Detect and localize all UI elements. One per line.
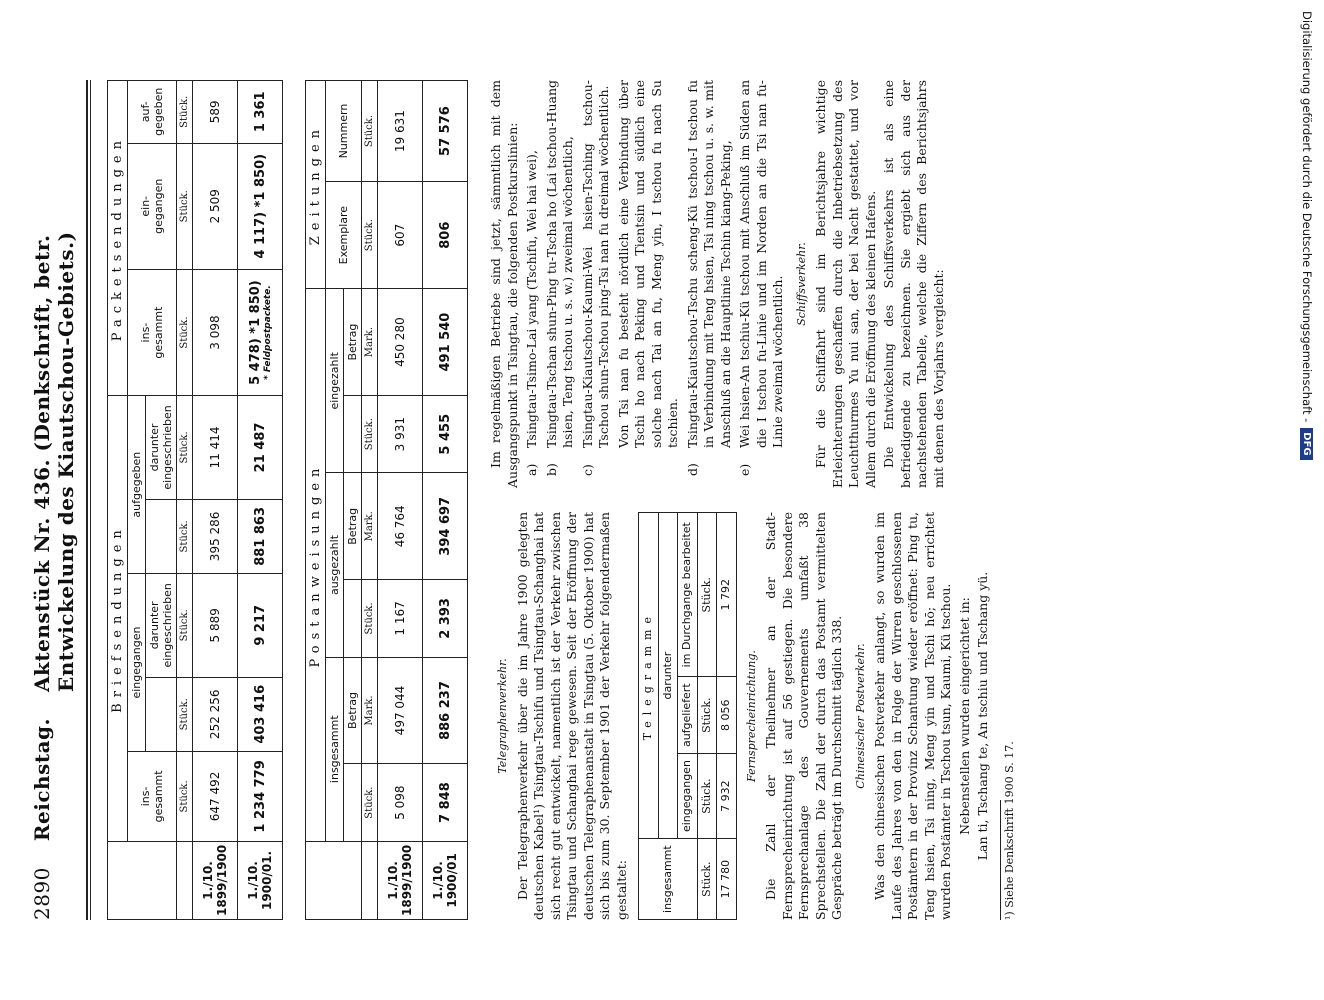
- cell-value: 403 416: [238, 677, 283, 751]
- list-item: [524, 80, 541, 476]
- cell-value: 7 932: [717, 753, 737, 838]
- group-postanweisungen: Postanweisungen: [306, 289, 326, 842]
- col-pk-auf: auf- gegeben: [128, 81, 177, 144]
- row-label: 1./10. 1900/01: [423, 841, 468, 919]
- unit-cell: Stück.: [177, 81, 193, 144]
- unit-cell: Stück.: [177, 751, 193, 841]
- col-nummern: Nummern: [326, 81, 362, 182]
- table-corner: [306, 841, 362, 919]
- unit-cell: Stück.: [177, 143, 193, 269]
- tele-title: Telegramme: [639, 513, 659, 839]
- cell-value: 5 098: [378, 764, 423, 841]
- cell-value: 19 631: [378, 81, 423, 182]
- cell-value: 252 256: [193, 677, 238, 751]
- text-columns: [488, 80, 1017, 920]
- cell-value: 4 117) *1 850): [238, 143, 283, 269]
- cell-value: 11 414: [193, 396, 238, 499]
- cell-value: 2 509: [193, 143, 238, 269]
- section-heading-telegraph: Telegraphenverkehr.: [496, 658, 509, 774]
- paragraph-shipping-1: Für die Schiffahrt sind im Berichtsjahre wichtige Erleichterungen geschaffen durch die Inbetriebsetzung des Leuchtthurmes Yu nui san, der bei Nacht gestattet, und vor Allem durch die Eröffnung des kleinen Hafens.: [813, 80, 878, 488]
- paragraph-branch-places: Lan ti, Tschang te, An tschiu und Tschang yü.: [975, 571, 991, 861]
- col-count: [344, 580, 362, 657]
- header-right-title: Aktenstück Nr. 436. (Denkschrift, betr. Entwickelung des Kiautschou-Gebiets.): [30, 231, 78, 693]
- col-betrag: Betrag: [344, 473, 362, 580]
- cell-value: 9 217: [238, 574, 283, 677]
- cell-value: 17 780: [717, 839, 737, 920]
- list-item: [544, 80, 577, 476]
- unit-cell: Stück.: [362, 81, 378, 182]
- col-ein-total: [146, 677, 177, 751]
- credit-text: Digitalisierung gefördert durch die Deutsche Forschungsgemeinschaft -: [1300, 11, 1314, 423]
- col-exemplare: Exemplare: [326, 182, 362, 289]
- list-item: [737, 80, 787, 476]
- list-item: [685, 80, 735, 476]
- cell-value: 806: [423, 182, 468, 289]
- paragraph-chinese-post: Was den chinesischen Postverkehr anlangt, so wurden im Laufe des Jahres von den in Folge der Wirren geschlossenen Postämtern in der Provinz Schantung wieder eröffnet: Ping tu, Teng hsien, Tsi ning, Meng yin und Tschi hō; neu errichtet wurden Postämter in Tschou tsun, Kaumi, Kü tschou.: [872, 512, 954, 920]
- col-ein-darunter: darunter eingeschrieben: [146, 574, 177, 677]
- row-label: 1./10. 1900/01.: [238, 841, 283, 919]
- list-key: d): [684, 463, 700, 476]
- header-left-title: Reichstag.: [30, 718, 54, 842]
- cell-value: 5 455: [423, 395, 468, 472]
- cell-value: 57 576: [423, 81, 468, 182]
- cell-value: 886 237: [423, 657, 468, 764]
- unit-cell: Mark.: [362, 473, 378, 580]
- table-row: [193, 81, 238, 920]
- row-label: 1./10. 1899/1900: [378, 841, 423, 919]
- page-number: 2890: [30, 867, 54, 920]
- unit-cell: Stück.: [177, 269, 193, 395]
- cell-value: 647 492: [193, 751, 238, 841]
- text-column-left: [488, 512, 1017, 920]
- list-text: Tsingtau-Tschan shun-Ping tu-Tscha ho (Lai tschou-Huang hsien, Teng tschou u. s. w.) zweimal wöchentlich,: [543, 80, 575, 448]
- cell-value: 8 056: [717, 677, 737, 753]
- cell-value: 1 167: [378, 580, 423, 657]
- cell-value: 46 764: [378, 473, 423, 580]
- list-key: a): [524, 463, 539, 476]
- unit-cell: Stück.: [697, 839, 717, 920]
- header-rule: [86, 80, 91, 920]
- group-zeitungen: Zeitungen: [306, 81, 326, 289]
- feldpost-footnote: * Feldpostpackete.: [262, 285, 273, 380]
- cell-value: 394 697: [423, 473, 468, 580]
- sub-ausgezahlt: ausgezahlt: [326, 473, 344, 657]
- paragraph-branches: Nebenstellen wurden eingerichtet in:: [956, 597, 972, 835]
- cell-value: 450 280: [378, 289, 423, 396]
- list-key: [616, 454, 682, 476]
- cell-value: 21 487: [238, 396, 283, 499]
- cell-value: 5 889: [193, 574, 238, 677]
- tele-col-ausgeliefert: aufgeliefert: [678, 677, 698, 753]
- tele-col-durchgang: im Durchgange bearbeitet: [678, 513, 698, 677]
- list-text: Wei hsien-An tschiu-Kü tschou mit Anschluß im Süden an die I tschou fu-Linie und im Norden an die Tsi nan fu-Linie zweimal wöchentlich.: [737, 80, 785, 448]
- dfg-logo: DFG: [1301, 428, 1314, 459]
- cell-value: 1 792: [717, 513, 737, 677]
- cell-value: 1 361: [238, 81, 283, 144]
- col-insgesamt: ins- gesammt: [128, 751, 177, 841]
- col-count: [344, 395, 362, 472]
- unit-blank: [177, 841, 193, 919]
- paragraph-shipping-2: Die Entwickelung des Schiffsverkehrs ist als eine befriedigende zu bezeichnen. Sie ergiebt sich aus der nachstehenden Tabelle, welche die Ziffern des Berichtsjahrs mit denen des Vorjahrs vergleicht:: [881, 80, 946, 488]
- list-text: Von Tsi nan fu besteht nördlich eine Verbindung über Tschi ho nach Peking und Tientsin und südlich eine solche nach Tai an fu, Meng yin, I tschou fu nach Su tschien.: [615, 80, 680, 448]
- unit-cell: Stück.: [362, 182, 378, 289]
- col-betrag: Betrag: [344, 289, 362, 396]
- cell-value: 3 931: [378, 395, 423, 472]
- unit-cell: Stück.: [362, 580, 378, 657]
- list-key: e): [737, 463, 752, 476]
- list-text: Tsingtau-Tsimo-Lai yang (Tschifu, Wei hai wei),: [524, 150, 539, 448]
- paragraph-post-lines-intro: Im regelmäßigen Betriebe sind jetzt, sämmtlich mit dem Ausgangspunkt in Tsingtau, die folgenden Postkurslinien:: [488, 80, 520, 488]
- list-text: Tsingtau-Kiautschou-Kaumi-Wei hsien-Tsching tschou-Tschou shun-Tschou ping-Tsi nan fu dreimal wöchentlich.: [579, 80, 611, 448]
- table-row: [378, 81, 423, 920]
- credit-line: [1297, 11, 1317, 991]
- col-betrag: Betrag: [344, 657, 362, 764]
- table-row: [717, 513, 737, 920]
- digitization-credit: [1292, 6, 1322, 996]
- unit-cell: Mark.: [362, 289, 378, 396]
- cell-value: 607: [378, 182, 423, 289]
- footnote: ¹) Siehe Denkschrift 1900 S. 17.: [1002, 741, 1016, 920]
- group-briefsendungen: Briefsendungen: [108, 396, 128, 842]
- row-label: 1./10. 1899/1900: [193, 841, 238, 919]
- tele-darunter: darunter: [658, 513, 678, 839]
- telegram-table: [638, 512, 737, 920]
- tele-col-insgesammt: insgesammt: [639, 839, 698, 920]
- list-key: b): [543, 463, 559, 476]
- section-heading-telephone: Fernsprecheinrichtung.: [744, 650, 758, 782]
- table-corner: [108, 841, 177, 919]
- list-item: [616, 80, 682, 476]
- footnote-rule: [1000, 800, 1001, 920]
- money-order-table: [305, 80, 468, 920]
- unit-cell: Stück.: [697, 753, 717, 838]
- cell-value: 7 848: [423, 764, 468, 841]
- section-heading-chinese-post: Chinesischer Postverkehr.: [853, 643, 867, 789]
- unit-cell: Stück.: [177, 574, 193, 677]
- group-packetsendungen: Packetsendungen: [108, 81, 128, 396]
- cell-value: [238, 269, 283, 395]
- text-column-right: [488, 80, 1017, 488]
- cell-value: 491 540: [423, 289, 468, 396]
- unit-cell: Stück.: [697, 513, 717, 677]
- section-heading-shipping: Schiffsverkehr.: [794, 242, 808, 326]
- post-statistics-table: [107, 80, 283, 920]
- unit-cell: Stück.: [177, 677, 193, 751]
- cell-value: 589: [193, 81, 238, 144]
- col-pk-ein: ein- gegangen: [128, 143, 177, 269]
- cell-value: 395 286: [193, 499, 238, 573]
- cell-value: 1 234 779: [238, 751, 283, 841]
- sub-eingezahlt: eingezahlt: [326, 289, 344, 473]
- list-item: [580, 80, 613, 476]
- cell-value: 881 863: [238, 499, 283, 573]
- cell-value: 3 098: [193, 269, 238, 395]
- sub-aufgegeben: aufgegeben: [128, 396, 146, 574]
- unit-cell: Stück.: [177, 396, 193, 499]
- col-auf-darunter: darunter eingeschrieben: [146, 396, 177, 499]
- tele-col-eingegangen: eingegangen: [678, 753, 698, 838]
- paragraph-telegraph: Der Telegraphenverkehr über die im Jahre 1900 gelegten deutschen Kabel¹) Tsingtau-Tschifu und Tsingtau-Schanghai hat sich recht gut entwickelt, namentlich ist der Verkehr zwischen Tsingtau und Schanghai rege gewesen. Seit der Eröffnung der deutschen Telegraphenanstalt in Tsingtau (5. Oktober 1900) hat sich bis zum 30. September 1901 der Verkehr folgendermaßen gestaltet:: [514, 512, 629, 920]
- sub-eingegangen: eingegangen: [128, 574, 146, 752]
- unit-cell: Stück.: [697, 677, 717, 753]
- document-page: [12, 20, 1312, 980]
- col-pk-insgesamt: ins- gesammt: [128, 269, 177, 395]
- unit-cell: Stück.: [362, 764, 378, 841]
- col-count: [344, 764, 362, 841]
- paragraph-telephone: Die Zahl der Theilnehmer an der Stadt-Fernsprecheinrichtung ist auf 56 gestiegen. Die besondere Fernsprechanlage des Gouvernements umfaßt 38 Sprechstellen. Die Zahl der durch das Postamt vermittelten Gespräche beträgt im Durchschnitt täglich 338.: [763, 512, 845, 920]
- cell-value: 2 393: [423, 580, 468, 657]
- page-header: [30, 80, 78, 920]
- sub-insgesammt: insgesammt: [326, 657, 344, 841]
- cell-value: 497 044: [378, 657, 423, 764]
- unit-cell: Stück.: [362, 395, 378, 472]
- table-row: [423, 81, 468, 920]
- list-key: c): [579, 464, 595, 476]
- list-text: Tsingtau-Kiautschou-Tschu scheng-Kü tschou-I tschou fu in Verbindung mit Teng hsien, Tsi ning tschou u. s. w. mit Anschluß an die Hauptlinie Tschin kiang-Peking,: [684, 80, 733, 448]
- cell-value-text: 5 478) *1 850): [247, 280, 263, 385]
- unit-blank: [362, 841, 378, 919]
- col-auf-total: [146, 499, 177, 573]
- table-row: [238, 81, 283, 920]
- unit-cell: Mark.: [362, 657, 378, 764]
- unit-cell: Stück.: [177, 499, 193, 573]
